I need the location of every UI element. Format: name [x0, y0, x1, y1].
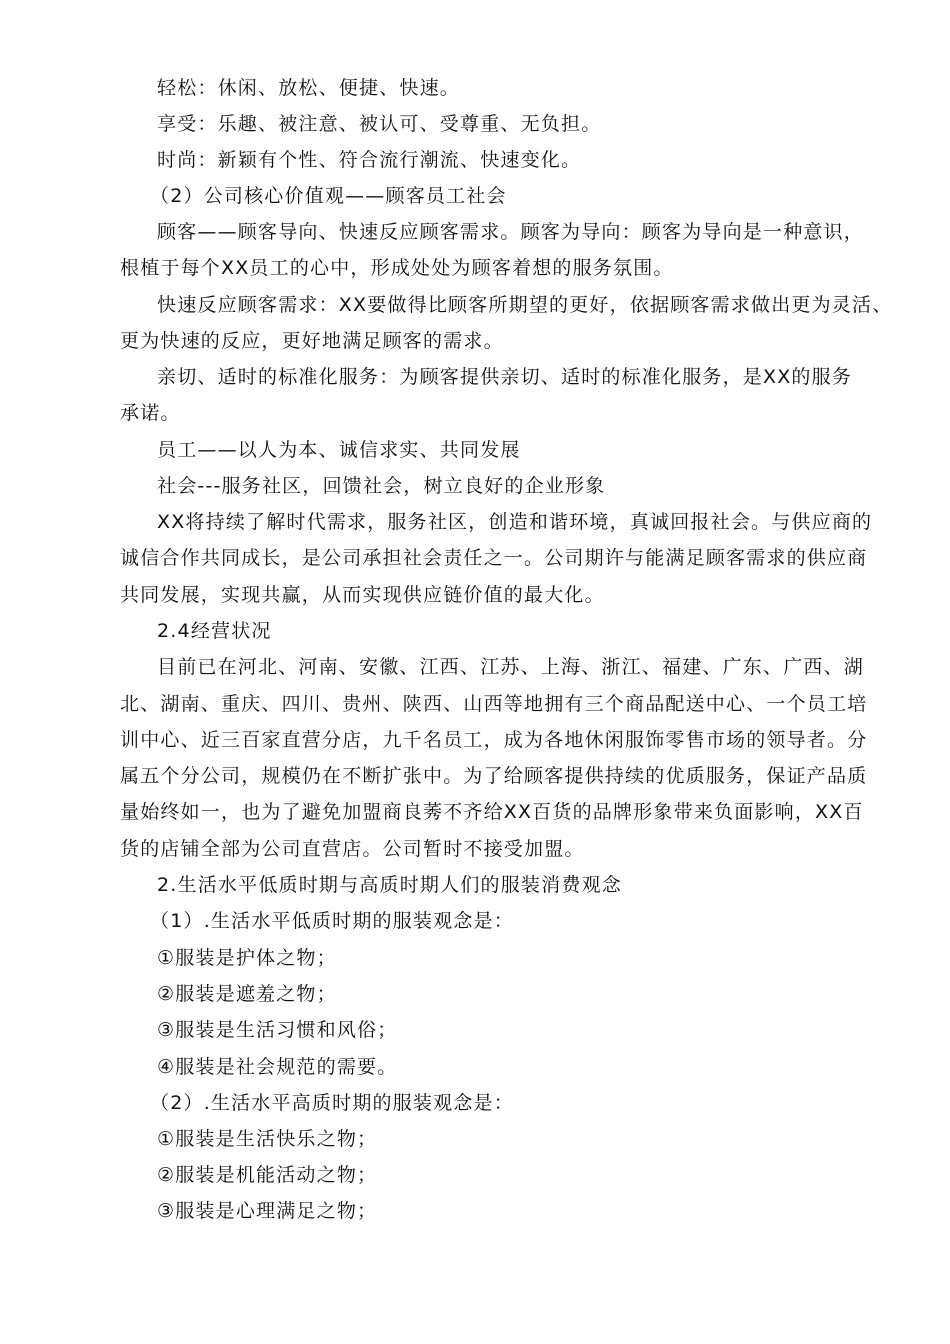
- text-line: 轻松：休闲、放松、便捷、快速。: [157, 77, 461, 99]
- text-line: XX将持续了解时代需求，服务社区，创造和谐环境，真诚回报社会。与供应商的: [157, 511, 873, 533]
- list-item: ③服装是生活习惯和风俗；: [157, 1019, 398, 1041]
- list-item: ②服装是遮羞之物；: [157, 983, 337, 1005]
- text-line: 顾客——顾客导向、快速反应顾客需求。顾客为导向：顾客为导向是一种意识，: [157, 221, 865, 243]
- section-heading: 2.4经营状况: [157, 620, 272, 642]
- text-line: 承诺。: [120, 402, 181, 424]
- text-line: 量始终如一，也为了避免加盟商良莠不齐给XX百货的品牌形象带来负面影响，XX百: [120, 801, 864, 823]
- text-line: 根植于每个XX员工的心中，形成处处为顾客着想的服务氛围。: [120, 257, 674, 279]
- text-line: 北、湖南、重庆、四川、贵州、陕西、山西等地拥有三个商品配送中心、一个员工培: [120, 693, 868, 715]
- list-item: ①服装是护体之物；: [157, 947, 337, 969]
- text-line: 共同发展，实现共赢，从而实现供应链价值的最大化。: [120, 584, 605, 606]
- text-line: 时尚：新颖有个性、符合流行潮流、快速变化。: [157, 149, 582, 171]
- text-line: 享受：乐趣、被注意、被认可、受尊重、无负担。: [157, 113, 602, 135]
- text-line: 属五个分公司，规模仍在不断扩张中。为了给顾客提供持续的优质服务，保证产品质: [120, 765, 868, 787]
- section-heading: 2.生活水平低质时期与高质时期人们的服装消费观念: [157, 874, 622, 896]
- text-line: 目前已在河北、河南、安徽、江西、江苏、上海、浙江、福建、广东、广西、湖: [157, 656, 865, 678]
- list-item: ②服装是机能活动之物；: [157, 1164, 378, 1186]
- text-line: 货的店铺全部为公司直营店。公司暂时不接受加盟。: [120, 838, 585, 860]
- section-heading: （2）公司核心价值观——顾客员工社会: [150, 185, 507, 207]
- list-item: ③服装是心理满足之物；: [157, 1200, 378, 1222]
- list-item: ①服装是生活快乐之物；: [157, 1128, 378, 1150]
- subsection-heading: （1）.生活水平低质时期的服装观念是：: [150, 910, 514, 932]
- text-line: 员工——以人为本、诚信求实、共同发展: [157, 439, 521, 461]
- text-line: 诚信合作共同成长，是公司承担社会责任之一。公司期许与能满足顾客需求的供应商: [120, 547, 868, 569]
- text-line: 训中心、近三百家直营分店，九千名员工，成为各地休闲服饰零售市场的领导者。分: [120, 729, 868, 751]
- text-line: 亲切、适时的标准化服务：为顾客提供亲切、适时的标准化服务，是XX的服务: [157, 366, 853, 388]
- text-line: 更为快速的反应，更好地满足顾客的需求。: [120, 330, 504, 352]
- subsection-heading: （2）.生活水平高质时期的服装观念是：: [150, 1092, 514, 1114]
- text-line: 快速反应顾客需求：XX要做得比顾客所期望的更好，依据顾客需求做出更为灵活、: [157, 294, 893, 316]
- list-item: ④服装是社会规范的需要。: [157, 1056, 398, 1078]
- text-line: 社会---服务社区，回馈社会，树立良好的企业形象: [157, 475, 606, 497]
